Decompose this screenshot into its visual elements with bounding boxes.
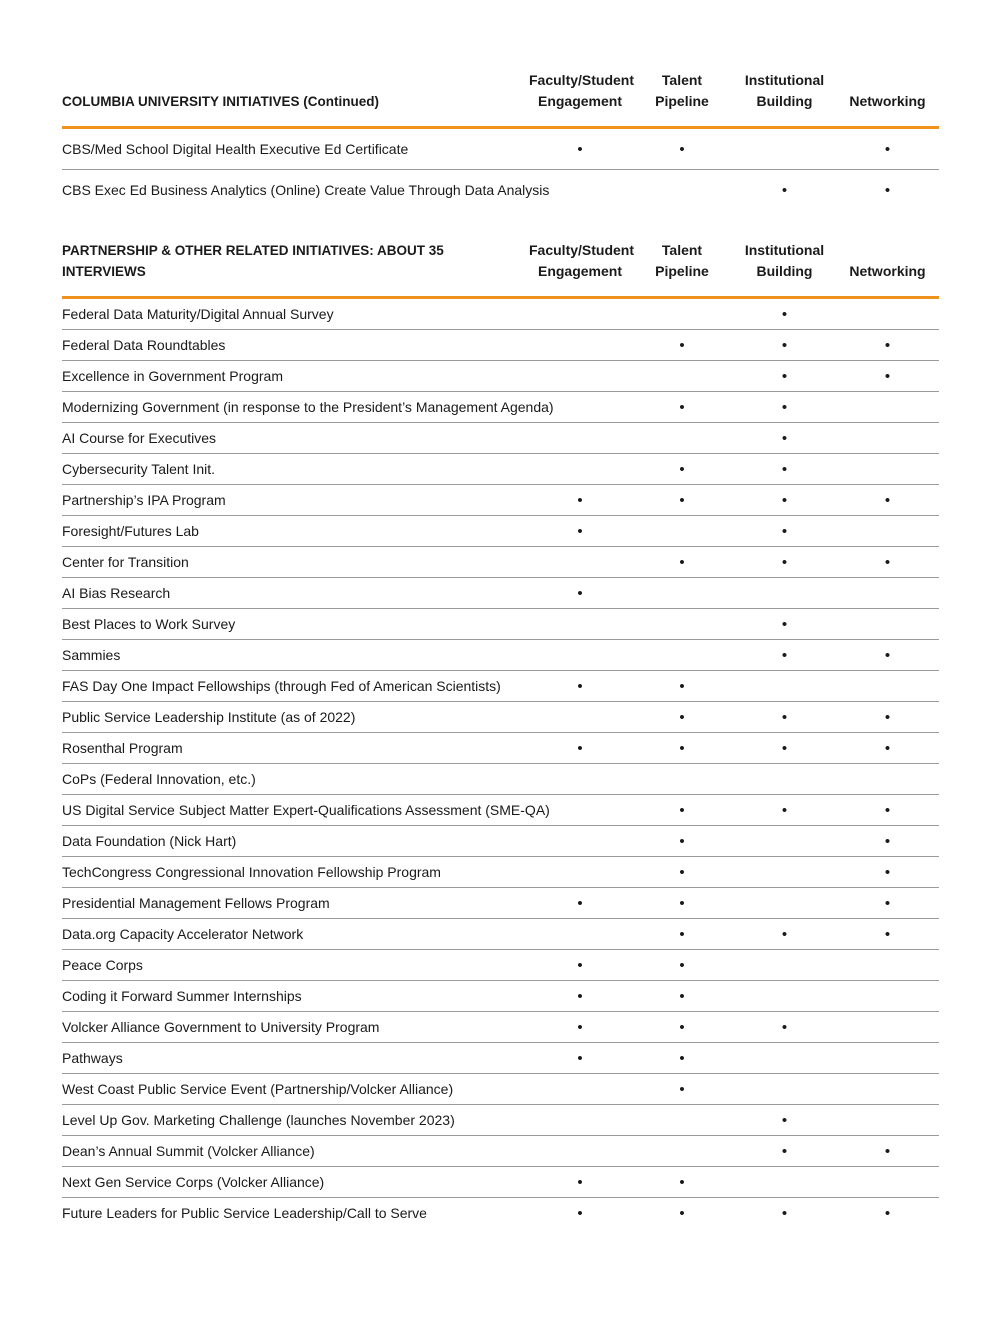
- table-row: [62, 578, 939, 609]
- mark-faculty-student-engagement: [529, 919, 631, 950]
- mark-faculty-student-engagement: [529, 298, 631, 330]
- initiative-name: Rosenthal Program: [62, 733, 529, 764]
- mark-networking: [836, 454, 939, 485]
- initiative-name: Data.org Capacity Accelerator Network: [62, 919, 529, 950]
- initiative-name: Level Up Gov. Marketing Challenge (launches November 2023): [62, 1105, 529, 1136]
- mark-institutional-building: •: [733, 609, 836, 640]
- table-row: [62, 1136, 939, 1167]
- initiative-name: Data Foundation (Nick Hart): [62, 826, 529, 857]
- table-row: [62, 1074, 939, 1105]
- mark-institutional-building: •: [733, 547, 836, 578]
- initiative-name: FAS Day One Impact Fellowships (through Fed of American Scientists): [62, 671, 529, 702]
- mark-faculty-student-engagement: [529, 609, 631, 640]
- initiative-name: Peace Corps: [62, 950, 529, 981]
- mark-institutional-building: •: [733, 361, 836, 392]
- mark-talent-pipeline: [631, 764, 733, 795]
- mark-institutional-building: [733, 1167, 836, 1198]
- mark-institutional-building: •: [733, 1136, 836, 1167]
- initiative-name: Modernizing Government (in response to the President’s Management Agenda): [62, 392, 529, 423]
- table-row: [62, 170, 939, 211]
- initiative-name: Coding it Forward Summer Internships: [62, 981, 529, 1012]
- mark-networking: [836, 1012, 939, 1043]
- initiative-name: US Digital Service Subject Matter Expert-Qualifications Assessment (SME-QA): [62, 795, 529, 826]
- mark-talent-pipeline: •: [631, 1167, 733, 1198]
- mark-talent-pipeline: •: [631, 888, 733, 919]
- initiative-name: TechCongress Congressional Innovation Fellowship Program: [62, 857, 529, 888]
- column-header-institutional-building: Institutional Building: [744, 242, 825, 279]
- mark-faculty-student-engagement: [529, 640, 631, 671]
- mark-faculty-student-engagement: •: [529, 950, 631, 981]
- table-row: [62, 423, 939, 454]
- mark-talent-pipeline: •: [631, 330, 733, 361]
- initiative-name: Cybersecurity Talent Init.: [62, 454, 529, 485]
- initiative-name: Best Places to Work Survey: [62, 609, 529, 640]
- mark-networking: [836, 981, 939, 1012]
- mark-networking: •: [884, 181, 891, 199]
- mark-talent-pipeline: •: [631, 454, 733, 485]
- mark-faculty-student-engagement: •: [529, 888, 631, 919]
- mark-talent-pipeline: •: [631, 950, 733, 981]
- table-row: [62, 1198, 939, 1229]
- table-row: [62, 1043, 939, 1074]
- table-row: [62, 826, 939, 857]
- mark-institutional-building: •: [733, 392, 836, 423]
- mark-faculty-student-engagement: •: [577, 1204, 583, 1222]
- mark-faculty-student-engagement: [529, 423, 631, 454]
- initiative-name: AI Course for Executives: [62, 423, 529, 454]
- mark-institutional-building: [733, 764, 836, 795]
- mark-networking: •: [836, 640, 939, 671]
- mark-institutional-building: [733, 128, 836, 170]
- mark-institutional-building: •: [781, 1204, 788, 1222]
- mark-talent-pipeline: •: [631, 733, 733, 764]
- mark-networking: [836, 1167, 939, 1198]
- mark-talent-pipeline: •: [631, 392, 733, 423]
- column-header-networking: Networking: [849, 93, 926, 109]
- mark-networking: •: [836, 128, 939, 170]
- mark-institutional-building: •: [733, 485, 836, 516]
- mark-institutional-building: •: [733, 330, 836, 361]
- initiative-name: CBS Exec Ed Business Analytics (Online) Create Value Through Data Analysis: [62, 182, 550, 198]
- mark-institutional-building: •: [781, 181, 788, 199]
- column-header-networking: Networking: [849, 263, 926, 279]
- mark-faculty-student-engagement: [529, 857, 631, 888]
- initiative-name: Sammies: [62, 640, 529, 671]
- column-header-faculty-student-engagement: Faculty/Student Engagement: [529, 242, 635, 279]
- table-row: [62, 640, 939, 671]
- table-row: [62, 454, 939, 485]
- mark-institutional-building: •: [733, 1012, 836, 1043]
- mark-institutional-building: •: [733, 454, 836, 485]
- mark-networking: [836, 609, 939, 640]
- initiative-name: Federal Data Maturity/Digital Annual Survey: [62, 298, 529, 330]
- column-header-talent-pipeline: Talent Pipeline: [655, 72, 709, 109]
- mark-talent-pipeline: [631, 423, 733, 454]
- column-header-institutional-building: Institutional Building: [744, 72, 825, 109]
- mark-faculty-student-engagement: [529, 1136, 631, 1167]
- mark-networking: [836, 1074, 939, 1105]
- table-row: [62, 764, 939, 795]
- mark-networking: •: [884, 1204, 891, 1222]
- mark-institutional-building: [733, 857, 836, 888]
- mark-networking: [836, 516, 939, 547]
- mark-faculty-student-engagement: •: [529, 1167, 631, 1198]
- initiative-name: Future Leaders for Public Service Leadership/Call to Serve: [62, 1205, 427, 1221]
- mark-talent-pipeline: [631, 298, 733, 330]
- mark-talent-pipeline: •: [631, 1043, 733, 1074]
- mark-talent-pipeline: •: [631, 702, 733, 733]
- mark-networking: [836, 1105, 939, 1136]
- partnership-initiatives-table: [62, 240, 939, 1228]
- mark-talent-pipeline: •: [679, 1204, 685, 1222]
- table-row: [62, 857, 939, 888]
- mark-talent-pipeline: [631, 516, 733, 547]
- mark-talent-pipeline: •: [631, 671, 733, 702]
- initiative-name: CBS/Med School Digital Health Executive Ed Certificate: [62, 128, 529, 170]
- mark-talent-pipeline: •: [631, 485, 733, 516]
- mark-faculty-student-engagement: •: [529, 128, 631, 170]
- initiative-name: Public Service Leadership Institute (as of 2022): [62, 702, 529, 733]
- mark-faculty-student-engagement: [529, 702, 631, 733]
- mark-faculty-student-engagement: •: [529, 981, 631, 1012]
- initiative-name: CoPs (Federal Innovation, etc.): [62, 764, 529, 795]
- mark-talent-pipeline: [631, 578, 733, 609]
- mark-institutional-building: •: [733, 640, 836, 671]
- initiative-name: Dean’s Annual Summit (Volcker Alliance): [62, 1136, 529, 1167]
- mark-networking: •: [836, 1136, 939, 1167]
- mark-institutional-building: •: [733, 795, 836, 826]
- mark-faculty-student-engagement: •: [529, 1043, 631, 1074]
- table-header-row: [62, 70, 939, 128]
- mark-networking: •: [836, 330, 939, 361]
- initiative-name: Pathways: [62, 1043, 529, 1074]
- mark-talent-pipeline: •: [631, 981, 733, 1012]
- mark-institutional-building: [733, 578, 836, 609]
- mark-networking: [836, 1043, 939, 1074]
- mark-institutional-building: [733, 950, 836, 981]
- mark-networking: •: [836, 733, 939, 764]
- mark-talent-pipeline: •: [631, 1074, 733, 1105]
- mark-faculty-student-engagement: [529, 330, 631, 361]
- mark-faculty-student-engagement: •: [529, 485, 631, 516]
- mark-networking: •: [836, 361, 939, 392]
- mark-talent-pipeline: •: [631, 826, 733, 857]
- mark-institutional-building: [733, 1043, 836, 1074]
- mark-faculty-student-engagement: •: [529, 578, 631, 609]
- mark-talent-pipeline: •: [631, 1012, 733, 1043]
- table-row: [62, 516, 939, 547]
- table-row: [62, 733, 939, 764]
- table-row: [62, 888, 939, 919]
- table-row: [62, 361, 939, 392]
- column-header-talent-pipeline: Talent Pipeline: [655, 242, 709, 279]
- table-row: [62, 1012, 939, 1043]
- mark-institutional-building: [733, 888, 836, 919]
- initiative-name: Next Gen Service Corps (Volcker Alliance): [62, 1167, 529, 1198]
- mark-faculty-student-engagement: [529, 1105, 631, 1136]
- table-row: [62, 1167, 939, 1198]
- initiative-name: Presidential Management Fellows Program: [62, 888, 529, 919]
- initiative-name: Center for Transition: [62, 547, 529, 578]
- mark-talent-pipeline: [631, 640, 733, 671]
- mark-networking: •: [836, 795, 939, 826]
- table-row: [62, 1105, 939, 1136]
- initiative-name: Partnership’s IPA Program: [62, 485, 529, 516]
- mark-networking: [836, 298, 939, 330]
- initiative-name: Excellence in Government Program: [62, 361, 529, 392]
- mark-faculty-student-engagement: •: [529, 671, 631, 702]
- mark-networking: •: [836, 919, 939, 950]
- table-row: [62, 485, 939, 516]
- mark-institutional-building: •: [733, 919, 836, 950]
- mark-institutional-building: [733, 1074, 836, 1105]
- section-title: PARTNERSHIP & OTHER RELATED INITIATIVES: ABOUT 35 INTERVIEWS: [62, 243, 444, 279]
- mark-talent-pipeline: •: [631, 547, 733, 578]
- initiative-name: AI Bias Research: [62, 578, 529, 609]
- mark-institutional-building: [733, 826, 836, 857]
- mark-networking: [836, 950, 939, 981]
- initiative-name: West Coast Public Service Event (Partnership/Volcker Alliance): [62, 1074, 529, 1105]
- mark-faculty-student-engagement: [529, 826, 631, 857]
- mark-faculty-student-engagement: [529, 547, 631, 578]
- mark-institutional-building: [733, 671, 836, 702]
- mark-faculty-student-engagement: [529, 764, 631, 795]
- initiative-name: Foresight/Futures Lab: [62, 516, 529, 547]
- mark-networking: [836, 392, 939, 423]
- mark-talent-pipeline: •: [631, 128, 733, 170]
- mark-talent-pipeline: •: [631, 857, 733, 888]
- mark-faculty-student-engagement: •: [529, 733, 631, 764]
- mark-talent-pipeline: [631, 170, 733, 211]
- table-row: [62, 919, 939, 950]
- mark-networking: •: [836, 888, 939, 919]
- mark-institutional-building: [733, 981, 836, 1012]
- mark-institutional-building: •: [733, 423, 836, 454]
- mark-talent-pipeline: [631, 361, 733, 392]
- table-row: [62, 609, 939, 640]
- column-header-faculty-student-engagement: Faculty/Student Engagement: [529, 72, 635, 109]
- table-row: [62, 298, 939, 330]
- mark-talent-pipeline: •: [631, 919, 733, 950]
- mark-institutional-building: •: [733, 733, 836, 764]
- mark-institutional-building: •: [733, 298, 836, 330]
- table-header-row: [62, 240, 939, 298]
- mark-networking: [836, 764, 939, 795]
- table-row: [62, 702, 939, 733]
- mark-institutional-building: •: [733, 516, 836, 547]
- mark-institutional-building: •: [733, 1105, 836, 1136]
- mark-networking: [836, 578, 939, 609]
- mark-faculty-student-engagement: •: [529, 1012, 631, 1043]
- table-row: [62, 795, 939, 826]
- mark-faculty-student-engagement: [529, 361, 631, 392]
- mark-institutional-building: •: [733, 702, 836, 733]
- mark-talent-pipeline: [631, 1136, 733, 1167]
- initiative-name: Volcker Alliance Government to University Program: [62, 1012, 529, 1043]
- table-row: [62, 547, 939, 578]
- mark-faculty-student-engagement: [529, 1074, 631, 1105]
- mark-networking: •: [836, 857, 939, 888]
- mark-networking: •: [836, 485, 939, 516]
- mark-talent-pipeline: [631, 609, 733, 640]
- initiative-name: Federal Data Roundtables: [62, 330, 529, 361]
- mark-faculty-student-engagement: •: [529, 516, 631, 547]
- table-row: [62, 950, 939, 981]
- section-title: COLUMBIA UNIVERSITY INITIATIVES (Continued): [62, 94, 379, 109]
- mark-talent-pipeline: [631, 1105, 733, 1136]
- mark-networking: •: [836, 826, 939, 857]
- table-row: [62, 128, 939, 170]
- mark-networking: [836, 671, 939, 702]
- table-row: [62, 392, 939, 423]
- mark-faculty-student-engagement: [529, 454, 631, 485]
- mark-talent-pipeline: •: [631, 795, 733, 826]
- table-row: [62, 330, 939, 361]
- mark-networking: •: [836, 547, 939, 578]
- mark-networking: [836, 423, 939, 454]
- table-row: [62, 981, 939, 1012]
- table-row: [62, 671, 939, 702]
- mark-networking: •: [836, 702, 939, 733]
- columbia-initiatives-table: [62, 70, 939, 210]
